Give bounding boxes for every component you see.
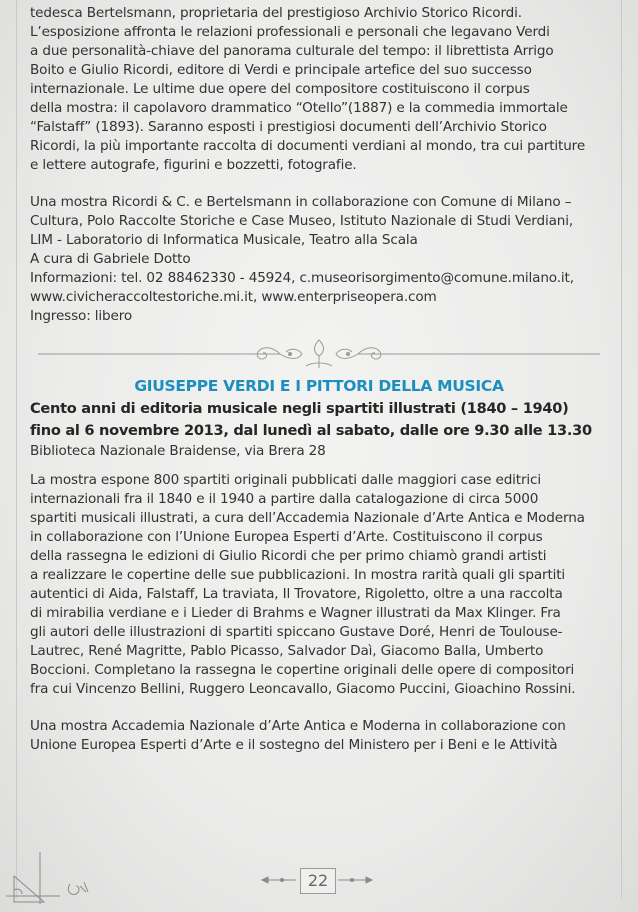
text-line: Ricordi, la più importante raccolta di documenti verdiani al mondo, tra cui partiture [30, 138, 586, 154]
text-line: di mirabilia verdiane e i Lieder di Brahms e Wagner illustrati da Max Klinger. Fra [30, 605, 561, 621]
text-line: Cultura, Polo Raccolte Storiche e Case Museo, Istituto Nazionale di Studi Verdiani, [30, 213, 574, 229]
text-line: fra cui Vincenzo Bellini, Ruggero Leoncavallo, Giacomo Puccini, Gioachino Rossini. [30, 681, 576, 697]
exhibition-title: GIUSEPPE VERDI E I PITTORI DELLA MUSICA [134, 377, 504, 395]
exhibition-body-paragraph [30, 471, 608, 699]
text-line: e lettere autografe, figurini e bozzetti, fotografie. [30, 157, 357, 173]
text-line: tedesca Bertelsmann, proprietaria del prestigioso Archivio Storico Ricordi. [30, 5, 522, 21]
text-line: autentici di Aida, Falstaff, La traviata, Il Trovatore, Rigoletto, oltre a una raccolta [30, 586, 563, 602]
text-line: internazionali fra il 1840 e il 1940 a partire dalla catalogazione di circa 5000 [30, 491, 539, 507]
admission-line: Ingresso: libero [30, 308, 133, 324]
page-content [30, 4, 608, 755]
ornament-divider-icon [30, 336, 608, 372]
text-line: della mostra: il capolavoro drammatico “Otello”(1887) e la commedia immortale [30, 100, 568, 116]
text-line: in collaborazione con l’Unione Europea Esperti d’Arte. Costituiscono il corpus [30, 529, 543, 545]
text-line: a realizzare le copertine delle sue pubblicazioni. In mostra rarità quali gli spartiti [30, 567, 566, 583]
text-line: Una mostra Ricordi & C. e Bertelsmann in collaborazione con Comune di Milano – [30, 194, 572, 210]
text-line: a due personalità-chiave del panorama culturale del tempo: il librettista Arrigo [30, 43, 554, 59]
page-number: 22 [300, 868, 336, 894]
exhibition-credits-paragraph [30, 717, 608, 755]
text-line: “Falstaff” (1893). Saranno esposti i prestigiosi documenti dell’Archivio Storico [30, 119, 547, 135]
credits-paragraph [30, 193, 608, 326]
text-line: gli autori delle illustrazioni di spartiti spiccano Gustave Doré, Henri de Toulouse- [30, 624, 563, 640]
info-line: Informazioni: tel. 02 88462330 - 45924, c.museorisorgimento@comune.milano.it, [30, 270, 574, 286]
exhibition-venue: Biblioteca Nazionale Braidense, via Brera 28 [30, 443, 326, 459]
intro-paragraph [30, 4, 608, 175]
text-line: Unione Europea Esperti d’Arte e il sostegno del Ministero per i Beni e le Attività [30, 737, 558, 753]
exhibition-subtitle-line: Cento anni di editoria musicale negli spartiti illustrati (1840 – 1940) [30, 400, 569, 417]
text-line: internazionale. Le ultime due opere del compositore costituiscono il corpus [30, 81, 530, 97]
text-line: La mostra espone 800 spartiti originali pubblicati dalle maggiori case editrici [30, 472, 541, 488]
websites-line: www.civicheraccoltestoriche.mi.it, www.enterpriseopera.com [30, 289, 437, 305]
exhibition-dates-line: fino al 6 novembre 2013, dal lunedì al sabato, dalle ore 9.30 alle 13.30 [30, 422, 592, 439]
text-line: Boccioni. Completano la rassegna le copertine originali delle opere di compositori [30, 662, 575, 678]
text-line: L’esposizione affronta le relazioni professionali e personali che legavano Verdi [30, 24, 550, 40]
text-line: LIM - Laboratorio di Informatica Musicale, Teatro alla Scala [30, 232, 418, 248]
text-line: Lautrec, René Magritte, Pablo Picasso, Salvador Daì, Giacomo Balla, Umberto [30, 643, 544, 659]
text-line: spartiti musicali illustrati, a cura dell’Accademia Nazionale d’Arte Antica e Moderna [30, 510, 585, 526]
exhibition-subtitle [30, 398, 608, 442]
text-line: Boito e Giulio Ricordi, editore di Verdi e principale artefice del suo successo [30, 62, 532, 78]
curator-line: A cura di Gabriele Dotto [30, 251, 191, 267]
text-line: della rassegna le edizioni di Giulio Ricordi che per primo chiamò grandi artisti [30, 548, 547, 564]
text-line: Una mostra Accademia Nazionale d’Arte Antica e Moderna in collaborazione con [30, 718, 566, 734]
